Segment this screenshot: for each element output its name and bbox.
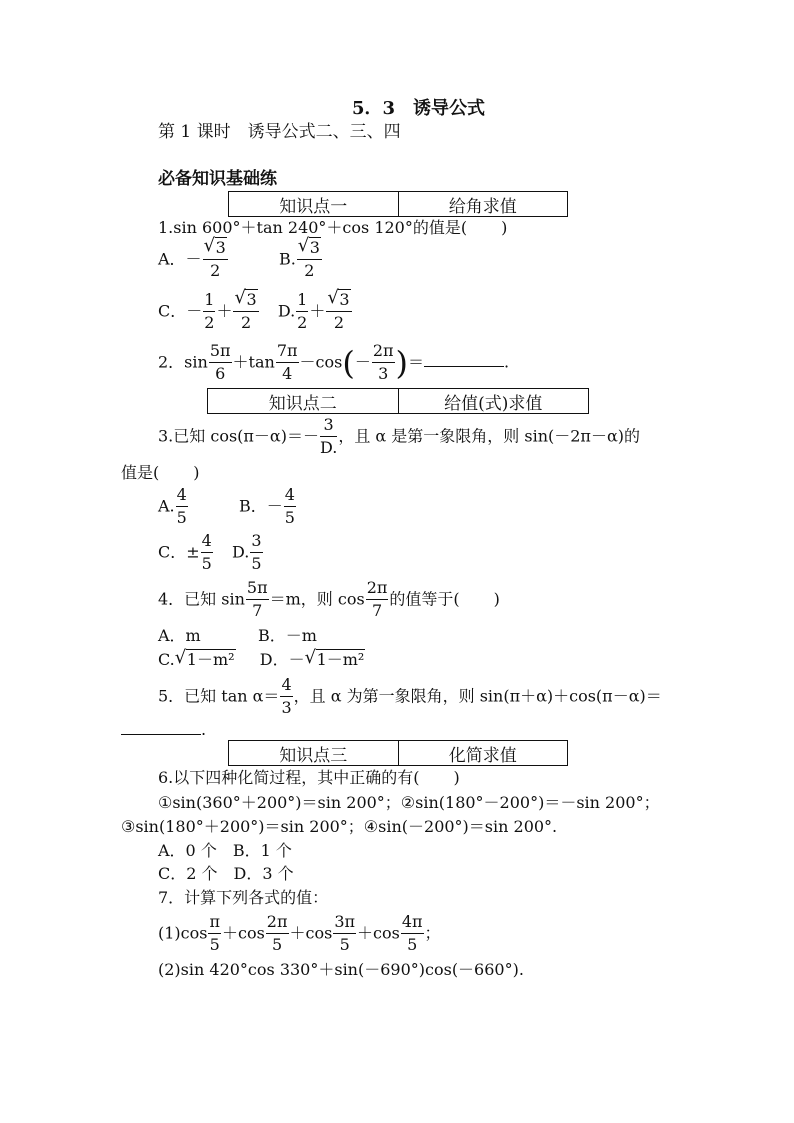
option-c: C．±	[158, 542, 200, 562]
knowledge-point-label: 知识点二	[268, 393, 337, 414]
knowledge-point-topic: 化简求值	[398, 741, 568, 765]
option-d: D．－	[259, 650, 305, 669]
option-b: B.	[278, 249, 296, 269]
question-7-part-2: (2)sin 420°cos 330°＋sin(－690°)cos(－660°).	[158, 960, 524, 979]
question-7-stem: 7．计算下列各式的值：	[158, 888, 329, 907]
knowledge-point-label: 知识点三	[279, 745, 348, 766]
knowledge-point-label: 知识点一	[279, 196, 348, 217]
question-6-options-cd: C．2 个 D．3 个	[158, 864, 294, 883]
section-heading: 必备知识基础练	[158, 169, 277, 189]
question-6-options-ab: A．0 个 B．1 个	[158, 841, 292, 860]
option-d: D.	[277, 301, 296, 321]
fraction: √ 3 2	[203, 235, 226, 280]
answer-blank	[121, 734, 201, 735]
option-a: A．－	[158, 249, 202, 269]
knowledge-point-topic: 给角求值	[398, 192, 568, 216]
question-7-part-1: (1)cos $\frac{\pi}{5}$ ＋cos $\frac{2\pi}{5}$ ＋cos $\frac{3\pi}{5}$ ＋cos $\frac{4\pi}{5}$ ；	[158, 912, 441, 954]
question-1-options-ab	[158, 235, 323, 280]
knowledge-point-box-2	[207, 388, 589, 414]
answer-blank	[424, 366, 504, 367]
fraction: √ 3 2	[297, 235, 320, 280]
question-3-options-ab: A. $\frac{4}{5}$ B．－ $\frac{4}{5}$	[158, 485, 295, 527]
question-2: 2．sin $\frac{5\pi}{6}$ ＋tan $\frac{7\pi}{4}$ －cos(－ $\frac{2\pi}{3}$ )＝ .	[158, 341, 510, 383]
question-6-stem: 6.以下四种化简过程，其中正确的有( )	[158, 768, 460, 787]
knowledge-point-box-3	[228, 740, 568, 766]
question-5-line-2: .	[121, 722, 206, 738]
option-a: A.	[158, 496, 175, 516]
question-1-stem: 1.sin 600°＋tan 240°＋cos 120°的值是( )	[158, 218, 508, 237]
option-b: B．－	[239, 496, 283, 516]
knowledge-point-box-1	[228, 191, 568, 217]
question-4-options-cd: C. √ 1－m² D．－ √ 1－m²	[158, 647, 365, 669]
lesson-subtitle: 第 1 课时 诱导公式二、三、四	[158, 122, 401, 142]
option-d: D.	[232, 542, 250, 562]
question-6-line-2: ③sin(180°＋200°)＝sin 200°；④sin(－200°)＝sin 200°.	[121, 817, 558, 836]
question-6-line-1: ①sin(360°＋200°)＝sin 200°；②sin(180°－200°)＝－sin 200°；	[158, 793, 660, 812]
question-3-options-cd: C．± $\frac{4}{5}$ D. $\frac{3}{5}$	[158, 531, 262, 573]
question-4-options-ab	[158, 628, 317, 644]
option-c: C.	[158, 650, 175, 669]
option-b: B．－m	[258, 626, 317, 645]
option-c: C．－	[158, 301, 203, 321]
page-title: 5．3 诱导公式	[352, 98, 486, 119]
question-3-line-1: 3.已知 cos(π－α)＝－ $\frac{3}{D.}$ ，且 α 是第一象限角，则 sin(－2π－α)的	[158, 415, 640, 457]
question-3-line-2: 值是( )	[121, 463, 200, 482]
question-4-stem: 4．已知 sin $\frac{5\pi}{7}$ ＝m，则 cos $\frac{2\pi}{7}$ 的值等于( )	[158, 578, 500, 620]
question-1-options-cd: C．－ $\frac{1}{2}$ ＋ √ 3 2 D. $\frac{1}{2}$ ＋ √ 3 2	[158, 287, 350, 332]
question-5-line-1: 5．已知 tan α＝ $\frac{4}{3}$ ，且 α 为第一象限角，则 sin(π＋α)＋cos(π－α)＝	[158, 675, 662, 717]
option-a: A．m	[158, 626, 201, 645]
knowledge-point-topic: 给值(式)求值	[398, 389, 589, 413]
